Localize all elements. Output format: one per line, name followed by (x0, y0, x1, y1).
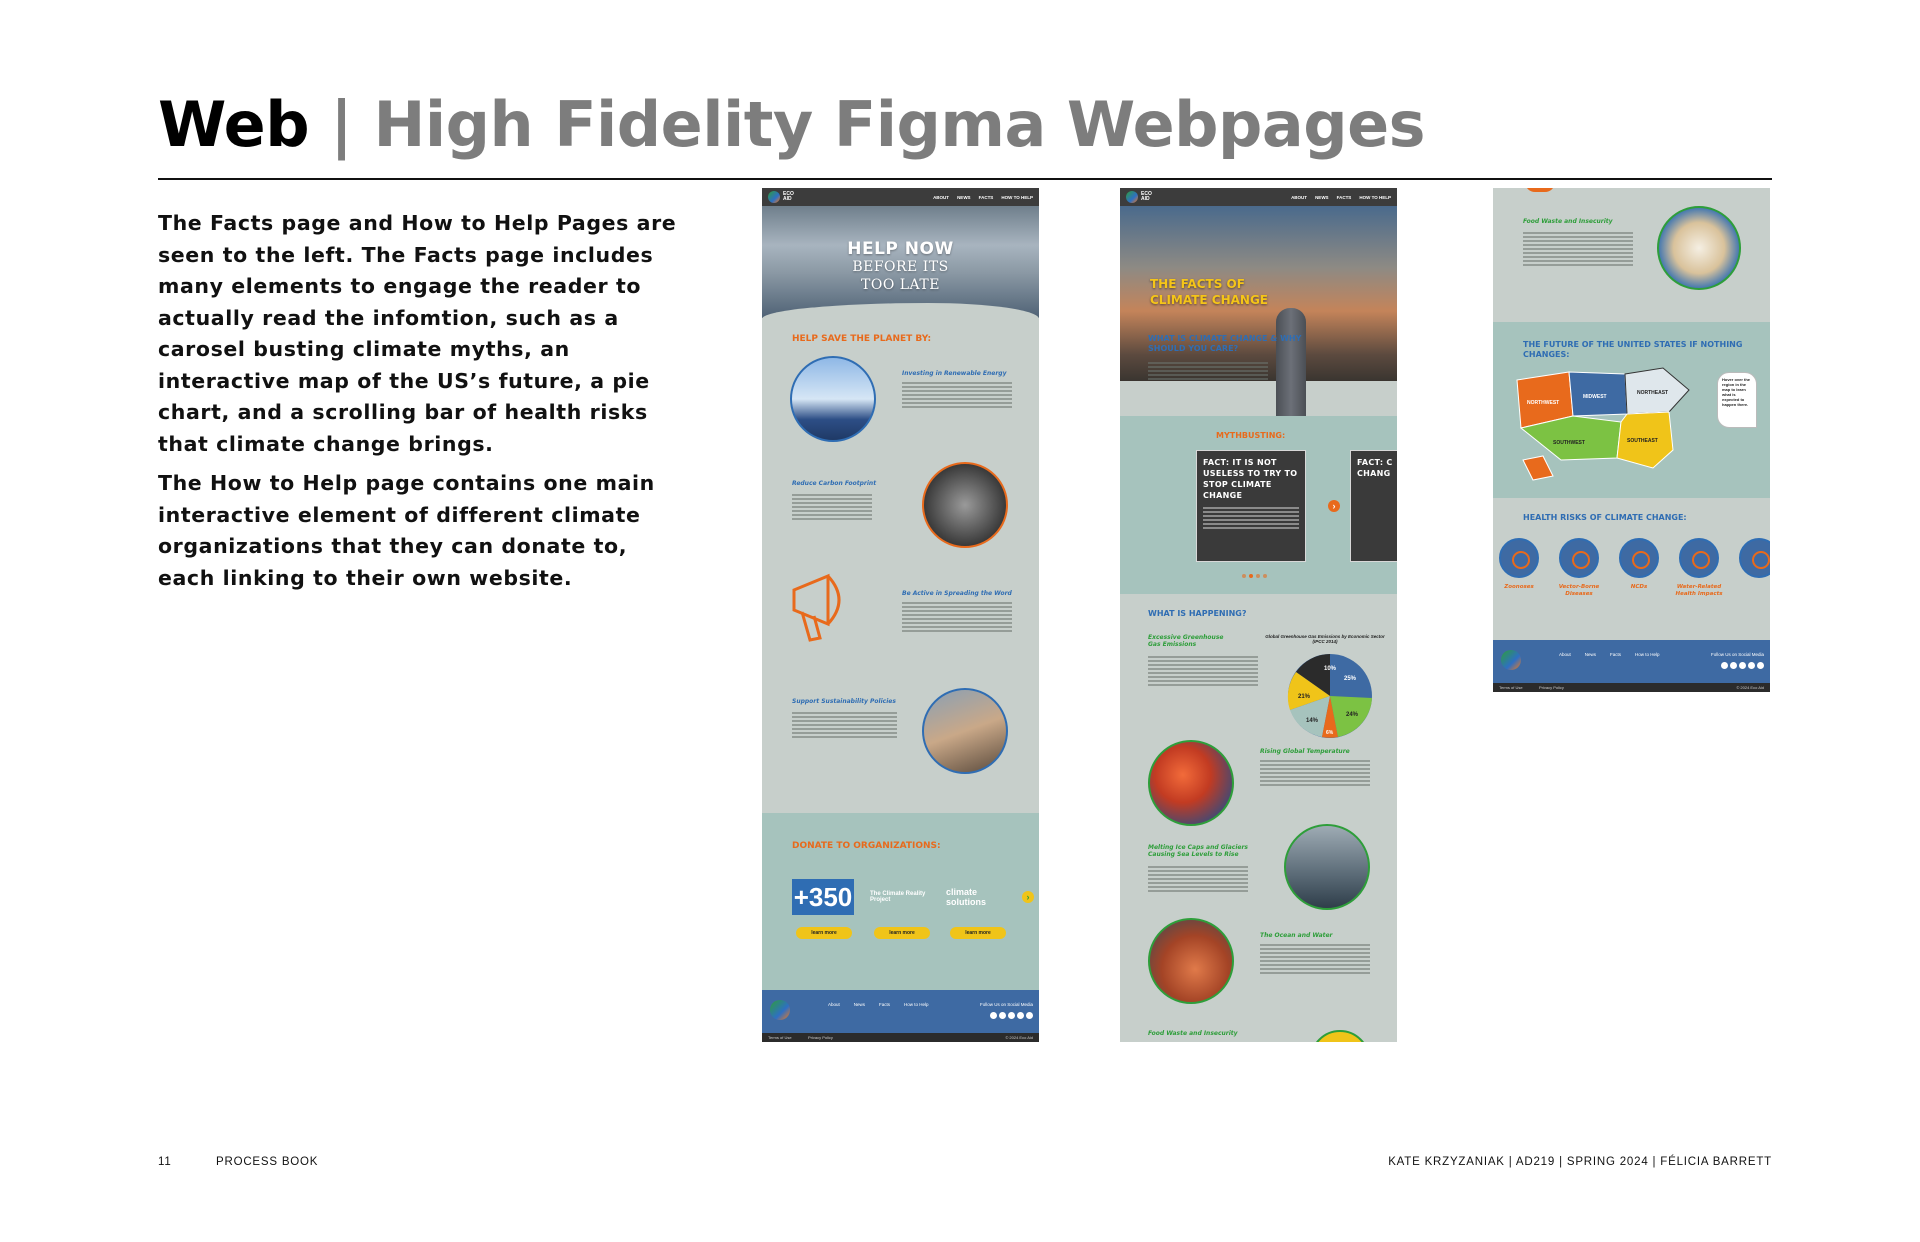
food-text (1523, 230, 1633, 268)
credit-line: KATE KRZYZANIAK | AD219 | SPRING 2024 | FÉLICIA BARRETT (1388, 1156, 1772, 1168)
footer-link-news[interactable]: News (853, 1002, 866, 1007)
follow-text: Follow Us on Social Media (1710, 652, 1764, 657)
help-item-spread-text (902, 600, 1012, 634)
help-hero-line-1: HELP NOW (847, 239, 954, 259)
ocean-text (1260, 942, 1370, 976)
future-title[interactable]: THE FUTURE OF THE UNITED STATES IF NOTHING CHANGES: (1523, 340, 1743, 359)
help-item-policies: Support Sustainability Policies (792, 698, 896, 705)
description-paragraph-2: The How to Help page contains one main interactive element of different climate organizations that they can donate to, each linking to their own website. (158, 471, 655, 590)
why-text (1148, 360, 1268, 382)
water-health-icon[interactable] (1679, 538, 1719, 578)
social-icons (990, 1012, 1033, 1019)
terms-link[interactable]: Terms of Use (1499, 685, 1523, 690)
help-page-mockup (762, 188, 1039, 1042)
heated-earth-image (1148, 740, 1234, 826)
help-hero-line-3: TOO LATE (861, 277, 940, 293)
fact-card (1196, 450, 1306, 562)
pie-label-3: 21% (1298, 694, 1311, 700)
social-icon[interactable] (1026, 1012, 1033, 1019)
nav-about[interactable]: ABOUT (1291, 194, 1308, 200)
social-icon[interactable] (1730, 662, 1737, 669)
org-350-label: 350 (808, 881, 853, 912)
nav-facts[interactable]: FACTS (978, 194, 994, 200)
sub-item-temperature: Rising Global Temperature (1260, 748, 1350, 755)
mythbusting-section (1120, 416, 1397, 594)
fact-card-heading: FACT: IT IS NOT USELESS TO TRY TO STOP CLIMATE CHANGE (1203, 458, 1298, 500)
sub-item-ice: Melting Ice Caps and Glaciers Causing Sea Levels to Rise (1148, 844, 1248, 858)
no-smoke-icon (922, 462, 1008, 548)
help-item-carbon: Reduce Carbon Footprint (792, 480, 877, 487)
region-northwest[interactable]: NORTHWEST (1527, 400, 1560, 406)
social-icon[interactable] (1757, 662, 1764, 669)
pie-label-5: 14% (1306, 718, 1319, 724)
learn-more-button-2[interactable]: learn more (874, 927, 930, 939)
org-climate-solutions-logo[interactable] (946, 879, 1014, 915)
follow-text: Follow Us on Social Media (979, 1002, 1033, 1007)
site-logo-text: ECO AID (783, 191, 794, 202)
temperature-text (1260, 758, 1370, 788)
health-label-vector: Vector-Borne Diseases (1558, 584, 1600, 597)
sub-item-ocean: The Ocean and Water (1260, 932, 1333, 939)
food-image (1310, 1030, 1370, 1042)
learn-more-button-3[interactable]: learn more (950, 927, 1006, 939)
help-item-spread: Be Active in Spreading the Word (902, 590, 1012, 597)
facts-page-mockup (1120, 188, 1397, 1042)
book-label: PROCESS BOOK (216, 1156, 319, 1168)
health-label-zoonoses: Zoonoses (1504, 584, 1534, 590)
title-divider (158, 178, 1772, 180)
megaphone-icon (788, 560, 864, 650)
social-icon[interactable] (1748, 662, 1755, 669)
footer-logo-icon (1501, 650, 1521, 670)
footer-link-news[interactable]: News (1584, 652, 1597, 657)
health-label-water: Water-Related Health Impacts (1675, 584, 1723, 597)
facts-page-continued-mockup (1493, 188, 1770, 692)
footer-bottom-strip (762, 1033, 1039, 1042)
org-climate-reality-logo[interactable] (870, 879, 940, 915)
footer-link-help[interactable]: How to Help (904, 1002, 929, 1007)
happening-title: WHAT IS HAPPENING? (1148, 609, 1247, 618)
eco-aid-logo-icon (768, 191, 780, 203)
nav-news[interactable]: NEWS (957, 194, 971, 200)
org-350-logo[interactable]: + 350 (792, 879, 854, 915)
pie-chart-title: Global Greenhouse Gas Emissions by Economic Sector (IPCC 2014) (1265, 634, 1385, 644)
ocean-water-image (1148, 918, 1234, 1004)
pie-label-2: 25% (1344, 676, 1357, 682)
donate-title: DONATE TO ORGANIZATIONS: (792, 841, 941, 851)
eco-aid-logo-icon (1126, 191, 1138, 203)
help-item-carbon-text (792, 492, 872, 522)
ice-text (1148, 864, 1248, 894)
pie-label-6: 6% (1326, 730, 1334, 736)
food-bowl-image (1657, 206, 1741, 290)
social-icon[interactable] (1721, 662, 1728, 669)
sub-item-emissions: Excessive Greenhouse Gas Emissions (1148, 634, 1224, 648)
terms-link[interactable]: Terms of Use (768, 1035, 792, 1040)
carousel-dots[interactable] (1242, 574, 1267, 578)
social-icons (1721, 662, 1764, 669)
fact-card-next (1350, 450, 1397, 562)
copyright-text: © 2024 Eco Aid (1736, 685, 1764, 690)
facts-hero-image (1120, 206, 1397, 381)
region-midwest[interactable]: MIDWEST (1583, 394, 1607, 400)
myth-title: MYTHBUSTING: (1216, 431, 1286, 440)
help-section-title: HELP SAVE THE PLANET BY: (792, 334, 932, 344)
footer-link-about[interactable]: About (828, 1002, 840, 1007)
fact-card-next-heading: FACT: C CHANG (1357, 458, 1393, 478)
social-icon[interactable] (1008, 1012, 1015, 1019)
previous-circle-image (1525, 188, 1555, 192)
us-future-map[interactable] (1513, 364, 1713, 488)
help-item-renewable: Investing in Renewable Energy (902, 370, 1007, 377)
protest-image (922, 688, 1008, 774)
help-item-policies-text (792, 710, 897, 740)
help-item-renewable-text (902, 380, 1012, 410)
privacy-link[interactable]: Privacy Policy (1539, 685, 1564, 690)
social-icon[interactable] (1739, 662, 1746, 669)
help-hero-image (762, 206, 1039, 318)
footer-logo-icon (770, 1000, 790, 1020)
site-nav-2 (1120, 188, 1397, 206)
learn-more-button-1[interactable]: learn more (796, 927, 852, 939)
org-climate-reality-label: The Climate Reality Project (870, 891, 926, 903)
title-strong: Web (158, 88, 310, 161)
nav-facts[interactable]: FACTS (1336, 194, 1352, 200)
carousel-next-icon[interactable]: › (1022, 891, 1034, 903)
help-hero-text (762, 240, 1039, 294)
org-climate-solutions-label: climate solutions (946, 887, 986, 907)
copyright-text: © 2024 Eco Aid (1005, 1035, 1033, 1040)
food-title: Food Waste and Insecurity (1523, 218, 1613, 225)
footer-link-about[interactable]: About (1559, 652, 1571, 657)
wind-turbine-image (790, 356, 876, 442)
title-rest: High Fidelity Figma Webpages (373, 88, 1426, 161)
zoonoses-icon[interactable] (1499, 538, 1539, 578)
future-us-section (1493, 322, 1770, 498)
help-hero-line-2: BEFORE ITS (852, 259, 949, 275)
title-separator: | (330, 88, 353, 161)
site-nav (762, 188, 1039, 206)
health-title: HEALTH RISKS OF CLIMATE CHANGE: (1523, 513, 1687, 522)
pie-label-1: 10% (1324, 666, 1337, 672)
emissions-text (1148, 654, 1258, 688)
footer-link-help[interactable]: How to Help (1635, 652, 1660, 657)
nav-how-to-help[interactable]: HOW TO HELP (1001, 194, 1033, 200)
footer-link-facts[interactable]: Facts (879, 1002, 891, 1007)
next-health-icon[interactable] (1739, 538, 1770, 578)
site-logo-text: ECO AID (1141, 191, 1152, 202)
why-title: WHAT IS CLIMATE CHANGE & WHY SHOULD YOU CARE? (1148, 334, 1302, 353)
description-text (158, 208, 678, 594)
facts-hero-line-1: THE FACTS OF (1150, 277, 1245, 291)
page-number: 11 (158, 1156, 172, 1168)
region-northeast[interactable]: NORTHEAST (1637, 390, 1669, 396)
fact-card-text (1203, 507, 1299, 529)
ncds-icon[interactable] (1619, 538, 1659, 578)
emissions-pie-chart[interactable] (1284, 650, 1376, 742)
map-hover-hint: Hover over the region in the map to learn what is expected to happen there. (1717, 372, 1757, 428)
donate-section (762, 813, 1039, 993)
nav-how-to-help[interactable]: HOW TO HELP (1359, 194, 1391, 200)
footer-bottom-strip (1493, 683, 1770, 692)
region-southeast[interactable]: SOUTHEAST (1627, 438, 1658, 444)
social-icon[interactable] (990, 1012, 997, 1019)
health-label-ncds: NCDs (1630, 584, 1648, 590)
sub-item-food: Food Waste and Insecurity (1148, 1030, 1238, 1037)
privacy-link[interactable]: Privacy Policy (808, 1035, 833, 1040)
site-footer-3 (1493, 640, 1770, 692)
page-title (158, 88, 1425, 161)
social-icon[interactable] (1017, 1012, 1024, 1019)
description-paragraph-1: The Facts page and How to Help Pages are seen to the left. The Facts page includes many elements to engage the reader to actually read the infomtion, such as a carosel busting climate myths, an interactive map of the US’s future, a pie chart, and a scrolling bar of health risks that climate change brings. (158, 211, 677, 456)
nav-news[interactable]: NEWS (1315, 194, 1329, 200)
facts-hero-line-2: CLIMATE CHANGE (1150, 293, 1269, 307)
carousel-next-icon[interactable]: › (1328, 500, 1340, 512)
facts-hero-text (1150, 276, 1268, 308)
site-footer (762, 990, 1039, 1042)
social-icon[interactable] (999, 1012, 1006, 1019)
footer-link-facts[interactable]: Facts (1610, 652, 1622, 657)
pie-label-4: 24% (1346, 712, 1359, 718)
glacier-image (1284, 824, 1370, 910)
region-southwest[interactable]: SOUTHWEST (1553, 440, 1585, 446)
nav-about[interactable]: ABOUT (933, 194, 950, 200)
vector-borne-icon[interactable] (1559, 538, 1599, 578)
